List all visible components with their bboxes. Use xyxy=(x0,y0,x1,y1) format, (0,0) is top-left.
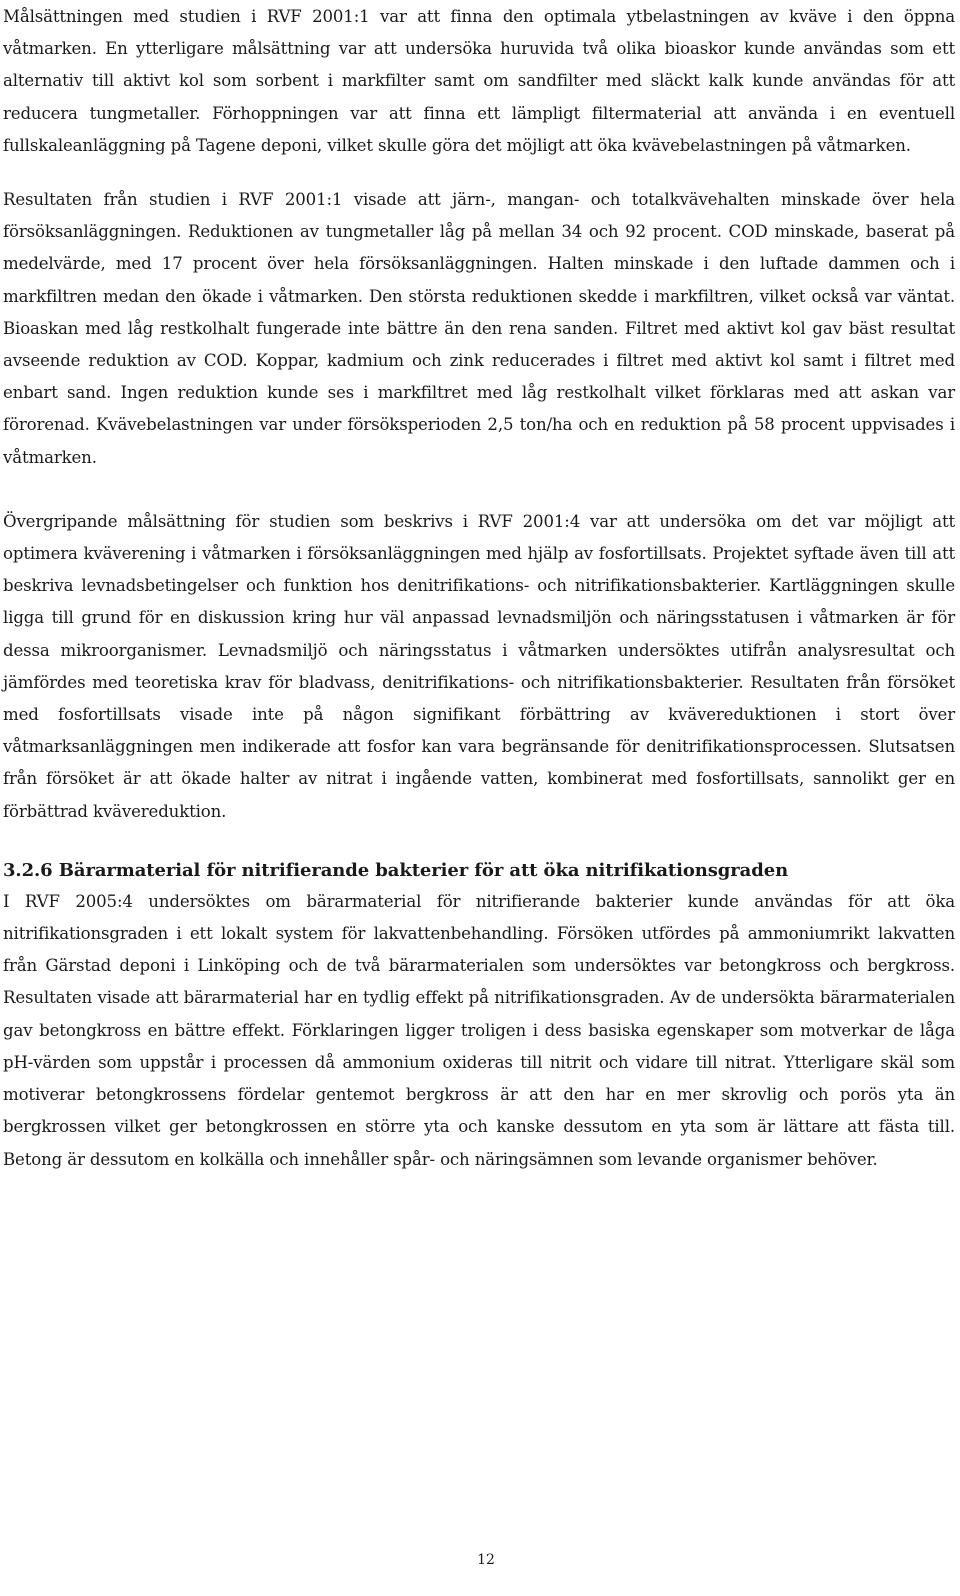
paragraph-rvf-2001-4-objective: Övergripande målsättning för studien som beskrivs i RVF 2001:4 var att undersöka om det var möjligt att optimera kväverening i våtmarken i försöksanläggningen med hjälp av fosfortillsats. Projektet syftade även till att beskriva levnadsbetingelser och funktion hos denitrifikations- och nitrifikationsbakterier. Kartläggningen skulle ligga till grund för en diskussion kring hur väl anpassad levnadsmiljön och näringsstatusen i våtmarken är för dessa mikroorganismer. Levnadsmiljö och näringsstatus i våtmarken undersöktes utifrån analysresultat och jämfördes med teoretiska krav för bladvass, denitrifikations- och nitrifikationsbakterier. Resultaten från försöket med fosfortillsats visade inte på någon signifikant förbättring av kvävereduktionen i stort över våtmarksanläggningen men indikerade att fosfor kan vara begränsande för denitrifikationsprocessen. Slutsatsen från försöket är att ökade halter av nitrat i ingående vatten, kombinerat med fosfortillsats, sannolikt ger en förbättrad kvävereduktion. xyxy=(3,511,955,821)
page-content xyxy=(3,1,955,1176)
paragraph-rvf-2001-1-results: Resultaten från studien i RVF 2001:1 visade att järn-, mangan- och totalkvävehalten minskade över hela försöksanläggningen. Reduktionen av tungmetaller låg på mellan 34 och 92 procent. COD minskade, baserat på medelvärde, med 17 procent över hela försöksanläggningen. Halten minskade i den luftade dammen och i markfiltren medan den ökade i våtmarken. Den största reduktionen skedde i markfiltren, vilket också var väntat. Bioaskan med låg restkolhalt fungerade inte bättre än den rena sanden. Filtret med aktivt kol gav bäst resultat avseende reduktion av COD. Koppar, kadmium och zink reducerades i filtret med aktivt kol samt i filtret med enbart sand. Ingen reduktion kunde ses i markfiltret med låg restkolhalt vilket förklaras med att askan var förorenad. Kvävebelastningen var under försöksperioden 2,5 ton/ha och en reduktion på 58 procent uppvisades i våtmarken. xyxy=(3,190,955,467)
section-heading: 3.2.6 Bärarmaterial för nitrifierande bakterier för att öka nitrifikationsgraden xyxy=(3,859,789,881)
page-number: 12 xyxy=(477,1552,495,1568)
section-body-paragraph: I RVF 2005:4 undersöktes om bärarmaterial för nitrifierande bakterier kunde användas för att öka nitrifikationsgraden i ett lokalt system för lakvattenbehandling. Försöken utfördes på ammoniumrikt lakvatten från Gärstad deponi i Linköping och de två bärarmaterialen som undersöktes var betongkross och bergkross. Resultaten visade att bärarmaterial har en tydlig effekt på nitrifikationsgraden. Av de undersökta bärarmaterialen gav betongkross en bättre effekt. Förklaringen ligger troligen i dess basiska egenskaper som motverkar de låga pH-värden som uppstår i processen då ammonium oxideras till nitrit och vidare till nitrat. Ytterligare skäl som motiverar betongkrossens fördelar gentemot bergkross är att den har en mer skrovlig och porös yta än bergkrossen vilket ger betongkrossen en större yta och kanske dessutom en yta som är lättare att fästa till. Betong är dessutom en kolkälla och innehåller spår- och näringsämnen som levande organismer behöver. xyxy=(3,891,955,1169)
paragraph-rvf-2001-1-objective: Målsättningen med studien i RVF 2001:1 var att finna den optimala ytbelastningen av kväve i den öppna våtmarken. En ytterligare målsättning var att undersöka huruvida två olika bioaskor kunde användas som ett alternativ till aktivt kol som sorbent i markfilter samt om sandfilter med släckt kalk kunde användas för att reducera tungmetaller. Förhoppningen var att finna ett lämpligt filtermaterial att använda i en eventuell fullskaleanläggning på Tagene deponi, vilket skulle göra det möjligt att öka kvävebelastningen på våtmarken. xyxy=(3,7,955,155)
